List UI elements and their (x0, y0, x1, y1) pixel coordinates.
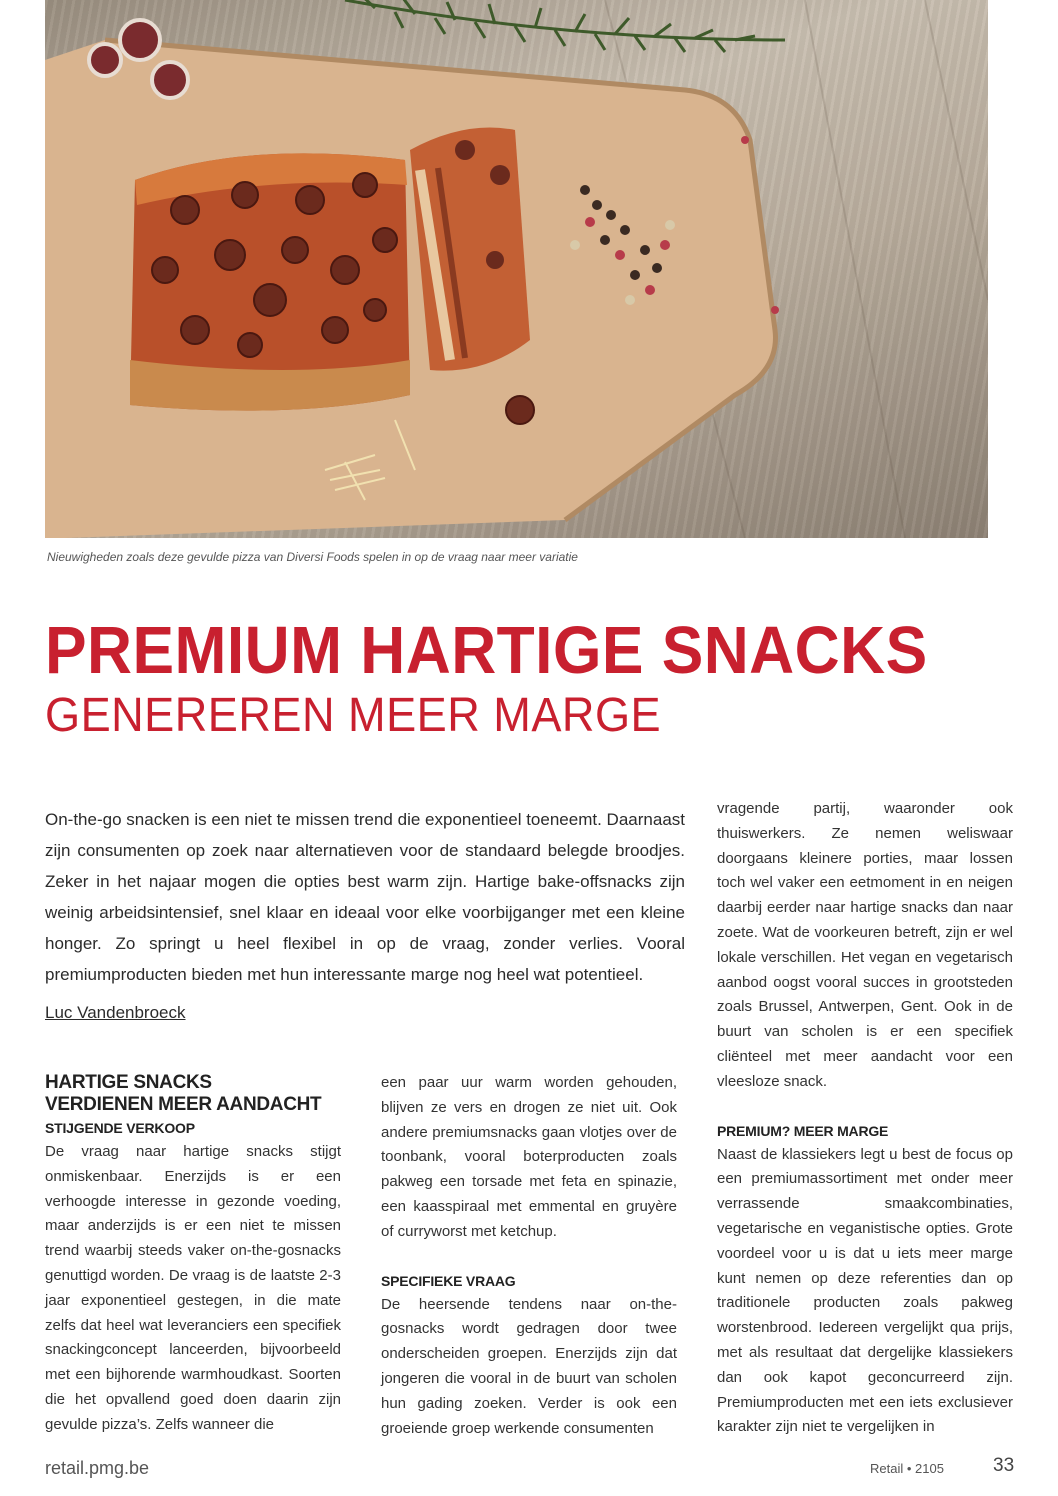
article-column-3 (717, 797, 1013, 1440)
intro-paragraph: On-the-go snacken is een niet te missen trend die exponentieel toeneemt. Daarnaast zijn consumenten op zoek naar alternatieven voor de standaard belegde broodjes. Zeker in het najaar mogen die opties best warm zijn. Hartige bake-offsnacks zijn weinig arbeidsintensief, snel klaar en ideaal voor elke voorbijganger met een kleine honger. Zo springt u heel flexibel in op de vraag, zonder verlies. Vooral premiumproducten bieden met hun interessante marge nog heel wat potentieel. (45, 810, 685, 984)
article-column-1 (45, 1072, 341, 1438)
pizza-slice-illustration (410, 128, 530, 371)
section-heading (45, 1072, 341, 1116)
subheading-specifieke-vraag: SPECIFIEKE VRAAG (381, 1272, 516, 1289)
subheading-premium-meer-marge: PREMIUM? MEER MARGE (717, 1122, 889, 1139)
rosemary-illustration (345, 0, 785, 52)
photo-caption: Nieuwigheden zoals deze gevulde pizza van Diversi Foods spelen in op de vraag naar meer variatie (47, 550, 578, 564)
headline: PREMIUM HARTIGE SNACKS (45, 613, 928, 688)
column-2-paragraph-2: De heersende tendens naar on-the-gosnacks wordt gedragen door twee onderscheiden groepen. Enerzijds zijn dat jongeren die vooral in de buurt van scholen hun gading zoeken. Verder is ook een groeiende groep werkende consumenten (381, 1295, 677, 1437)
column-3-paragraph-2: Naast de klassiekers legt u best de focus op een premiumassortiment met onder meer verrassende smaakcombinaties, vegetarische en veganistische opties. Grote voordeel voor u is dat u iets meer marge kunt nemen op deze referenties dan op traditionele producten zoals pakweg worstenbrood. Iedereen vergelijkt qua prijs, met als resultaat dat dergelijke klassiekers dan ook kapot geconcurreerd zijn. Premiumproducten met een iets exclusiever karakter zijn niet te vergelijken in (717, 1145, 1013, 1436)
column-1-paragraph: De vraag naar hartige snacks stijgt onmiskenbaar. Enerzijds is er een verhoogde interesse in gezonde voeding, maar anderzijds is er een niet te missen trend waarbij steeds vaker on-the-gosnacks genuttigd worden. De vraag is de laatste 2-3 jaar exponentieel gestegen, in die mate zelfs dat heel wat leveranciers een specifiek snackingconcept lanceerden, bijvoorbeeld met een bijhorende warmhoudkast. Soorten die het opvallend goed doen daarin zijn gevulde pizza’s. Zelfs wanneer die (45, 1143, 341, 1433)
section-heading-line-1: HARTIGE SNACKS (45, 1072, 212, 1093)
article-column-2 (381, 1071, 677, 1441)
column-3-paragraph-1: vragende partij, waaronder ook thuiswerkers. Ze nemen weliswaar doorgaans kleinere porties, maar lossen toch wel vaker een eetmoment in en neigen daarbij eerder naar hartige snacks dan naar zoete. Wat de voorkeuren betreft, zijn er wel lokale verschillen. Het vegan en vegetarisch aanbod oogst vooral succes in grootsteden zoals Brussel, Antwerpen, Gent. Ook in de buurt van scholen is er een specifiek cliënteel met meer aandacht voor een vleesloze snack. (717, 800, 1013, 1090)
subheadline: GENEREREN MEER MARGE (45, 689, 662, 742)
subheading-stijgende-verkoop: STIJGENDE VERKOOP (45, 1120, 195, 1136)
footer-website: retail.pmg.be (45, 1458, 150, 1478)
column-2-paragraph-1: een paar uur warm worden gehouden, blijven ze vers en drogen ze niet uit. Ook andere premiumsnacks gaan vlotjes over de toonbank, vooral boterproducten zoals pakweg een torsade met feta en spinazie, een kaasspiraal met emmental en gruyère of curryworst met ketchup. (381, 1074, 677, 1240)
page-number: 33 (993, 1455, 1015, 1476)
hero-photo-illustration (45, 0, 988, 538)
hero-photo (45, 0, 988, 538)
footer-issue: Retail • 2105 (870, 1461, 944, 1476)
author-byline: Luc Vandenbroeck (45, 1003, 186, 1022)
section-heading-line-2: VERDIENEN MEER AANDACHT (45, 1094, 322, 1115)
pizza-illustration (130, 153, 410, 410)
